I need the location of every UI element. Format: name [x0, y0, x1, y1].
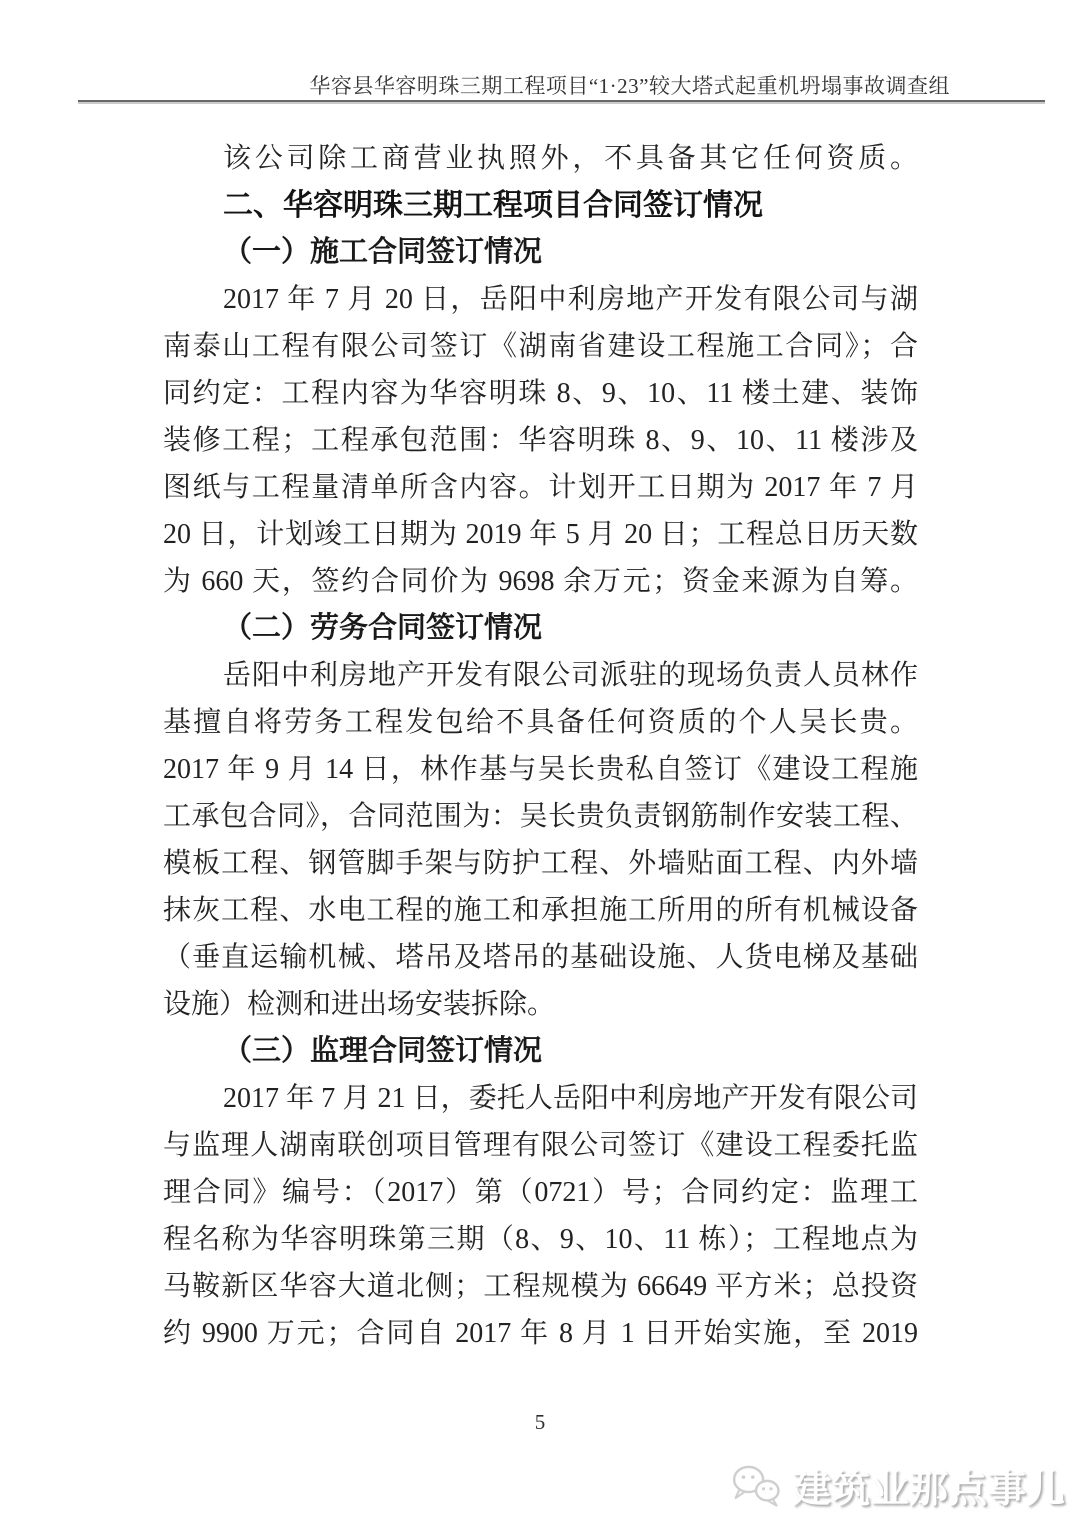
watermark-text: 建筑业那点事儿 — [792, 1469, 1066, 1511]
running-header-title: 华容县华容明珠三期工程项目“1·23”较大塔式起重机坍塌事故调查组 — [309, 74, 950, 98]
document-body — [163, 135, 918, 1357]
text-line: 程名称为华容明珠第三期（8、9、10、11 栋）；工程地点为 — [163, 1224, 918, 1255]
text-line: 该公司除工商营业执照外，不具备其它任何资质。 — [223, 143, 918, 174]
text-line: 岳阳中利房地产开发有限公司派驻的现场负责人员林作 — [223, 660, 918, 691]
text-line: 抹灰工程、水电工程的施工和承担施工所用的所有机械设备 — [163, 895, 918, 926]
text-line: 设施）检测和进出场安装拆除。 — [163, 989, 556, 1020]
text-line: 模板工程、钢管脚手架与防护工程、外墙贴面工程、内外墙 — [163, 848, 918, 879]
watermark — [729, 1458, 1066, 1513]
text-line: 工承包合同》，合同范围为：吴长贵负责钢筋制作安装工程、 — [163, 801, 918, 832]
text-line: 与监理人湖南联创项目管理有限公司签订《建设工程委托监 — [163, 1130, 918, 1161]
text-line: 马鞍新区华容大道北侧；工程规模为 66649 平方米；总投资 — [163, 1271, 918, 1302]
text-line: 基擅自将劳务工程发包给不具备任何资质的个人吴长贵。 — [163, 707, 918, 738]
text-line: 2017 年 7 月 21 日，委托人岳阳中利房地产开发有限公司 — [223, 1083, 918, 1114]
text-line: 2017 年 9 月 14 日，林作基与吴长贵私自签订《建设工程施 — [163, 754, 918, 785]
subsection-heading: （二）劳务合同签订情况 — [223, 612, 543, 644]
subsection-heading: （三）监理合同签订情况 — [223, 1035, 543, 1067]
subsection-heading: （一）施工合同签订情况 — [223, 236, 543, 268]
page-number: 5 — [534, 1410, 546, 1434]
text-line: （垂直运输机械、塔吊及塔吊的基础设施、人货电梯及基础 — [163, 942, 918, 973]
wechat-chat-bubbles-icon — [729, 1462, 785, 1510]
text-line: 2017 年 7 月 20 日，岳阳中利房地产开发有限公司与湖 — [223, 284, 918, 315]
header-rule — [78, 100, 1045, 102]
text-line: 南泰山工程有限公司签订《湖南省建设工程施工合同》；合 — [163, 331, 918, 362]
text-line: 理合同》编号：（2017）第（0721）号；合同约定：监理工 — [163, 1177, 918, 1208]
text-line: 同约定：工程内容为华容明珠 8、9、10、11 楼土建、装饰 — [163, 378, 918, 409]
text-line: 20 日，计划竣工日期为 2019 年 5 月 20 日；工程总日历天数 — [163, 519, 918, 550]
text-line: 为 660 天，签约合同价为 9698 余万元；资金来源为自筹。 — [163, 566, 918, 597]
section-heading: 二、华容明珠三期工程项目合同签订情况 — [223, 189, 763, 222]
text-line: 约 9900 万元；合同自 2017 年 8 月 1 日开始实施，至 2019 — [163, 1318, 918, 1349]
text-line: 装修工程；工程承包范围：华容明珠 8、9、10、11 楼涉及 — [163, 425, 918, 456]
text-line: 图纸与工程量清单所含内容。计划开工日期为 2017 年 7 月 — [163, 472, 918, 503]
